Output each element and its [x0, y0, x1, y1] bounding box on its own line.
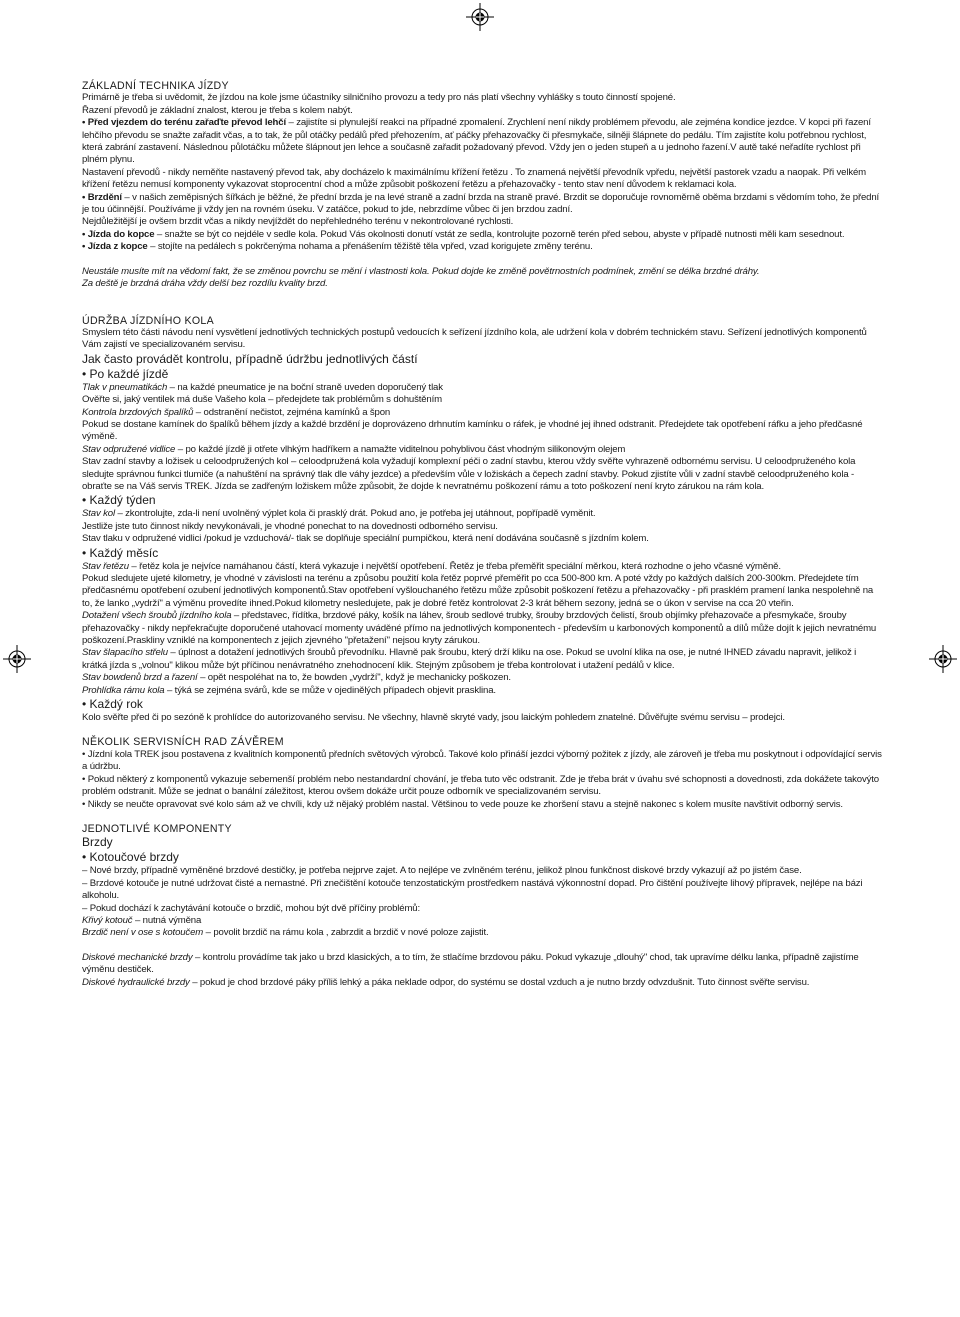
paragraph	[82, 977, 882, 989]
term-text: – nutná výměna	[132, 914, 202, 926]
term-text: – povolit brzdič na rámu kola , zabrzdit a brzdič v nové poloze zajistit.	[203, 927, 489, 939]
bullet-lead: • Před vjezdem do terénu zařaďte převod lehčí	[82, 117, 286, 129]
paragraph	[82, 685, 882, 697]
bullet-lead: • Jízda do kopce	[82, 228, 155, 240]
italic-term: Stav odpružené vidlice	[82, 443, 176, 455]
paragraph	[82, 672, 882, 684]
italic-term: Tlak v pneumatikách	[82, 381, 168, 393]
paragraph	[82, 610, 882, 647]
bullet-item: • Jízdní kola TREK jsou postavena z kvalitních komponentů předních světových výrobců. Takové kolo přináší jezdci výborný požitek z jízdy, ale zároveň je třeba mu poskytnout i odpovídající servis a údržbu.	[82, 748, 882, 773]
crop-mark-top-icon	[466, 3, 494, 31]
subheading-disc-brakes: • Kotoučové brzdy	[82, 850, 179, 865]
section-title-maintenance: ÚDRŽBA JÍZDNÍHO KOLA	[82, 314, 214, 327]
italic-term: Stav kol	[82, 508, 115, 520]
crop-mark-left-icon	[3, 645, 31, 673]
italic-term: Diskové hydraulické brzdy	[82, 976, 190, 988]
italic-text: Za deště je brzdná dráha vždy delší bez rozdílu kvality brzd.	[82, 278, 328, 290]
italic-term: Stav řetězu	[82, 560, 129, 572]
italic-term: Prohlídka rámu kola	[82, 684, 165, 696]
italic-term: Brzdič není v ose s kotoučem	[82, 927, 204, 939]
paragraph: Pokud se dostane kamínek do špalíků během jízdy a každé brzdění je doprovázeno drhnutím kamínku o ráfek, je vhodné jej ihned odstranit. Předejdete tak opotřebení ráfku a jeho předčasné výměně.	[82, 418, 863, 443]
term-text: – po každé jízdě ji otřete vlhkým hadříkem a namažte viditelnou pohyblivou část vhodným silikonovým olejem	[175, 443, 626, 455]
paragraph: Pokud sledujete ujeté kilometry, je vhodné v závislosti na terénu a způsobu použití kola řetěz poprvé přeměřit po cca 500-800 km. A poté vždy po každých dalších 200-300km. Předejdete tím předčasnému opotřebení ozubení jednotlivých komponentů.Stav opotřebení vyšlouchaného řetězu může způsobit poškození řetězu a přehazovačky - při prasklém pramení lanka nespolehně na to, že lanko „vydrží" a výměnu provedíte ihned.Pokud kilometry nesledujete, pak je dobré řetěz kontrolovat 2-3 krát během sezony, jedná se o úkon v servise na cca 20 vteřin.	[82, 573, 874, 609]
subheading: Jak často provádět kontrolu, případně údržbu jednotlivých částí	[82, 351, 418, 366]
paragraph: Smyslem této části návodu není vysvětlení jednotlivých technických postupů vedoucích k seřízení jízdního kola, ale udržení kola v dobrém technickém stavu. Seřízení jednotlivých komponentů Vám zajistí ve specializovaném servisu.	[82, 326, 867, 351]
italic-term: Diskové mechanické brzdy	[82, 951, 193, 963]
bullet-lead: • Brzdění	[82, 191, 122, 203]
term-text: – opět nespoléhat na to, že bowden „vydrží", když je mechanicky poškozen.	[197, 672, 511, 684]
term-text: – zkontrolujte, zda-li není uvolněný výplet kola či prasklý drát. Pokud ano, je potřeba jej utáhnout, popřípadě vyměnit.	[114, 508, 596, 520]
paragraph: – Brzdové kotouče je nutné udržovat čisté a nemastné. Při znečištění kotouče tenzostatickým prostředkem nastává výkonnostní dopad. Pro čištění používejte lihový přípravek, nejlépe na bázi alkoholu.	[82, 877, 863, 902]
paragraph: – Pokud dochází k zachytávání kotouče o brzdič, mohou být dvě příčiny problémů:	[82, 902, 420, 914]
term-text: – týká se zejména svárů, kde se může v ojedinělých případech objevit prasklina.	[164, 684, 496, 696]
subheading-every-ride: • Po každé jízdě	[82, 366, 169, 381]
section-title-service-tips: NĚKOLIK SERVISNÍCH RAD ZÁVĚREM	[82, 736, 284, 749]
bullet-text: – v našich zeměpisných šířkách je běžné, že přední brzda je na levé straně a zadní brzda na straně pravé. Brzdit se doporučuje rovnoměrně oběma brzdami s vědomím toho, že přední je tou účinnější. Používáme ji vždy jen na rovném úseku. V zatáčce, pokud to jde, nebrzdíme vůbec či jen brzdou zadní.	[82, 191, 880, 216]
italic-term: Stav šlapacího střelu	[82, 647, 168, 659]
paragraph	[82, 508, 882, 520]
italic-text: Neustále musíte mít na vědomí fakt, že se změnou povrchu se mění i vlastnosti kola. Pokud dojde ke změně povětrnostních podmínek, změní se délka brzdné dráhy.	[82, 265, 760, 277]
italic-note	[82, 266, 882, 278]
term-text: – pokud je chod brzdové páky příliš lehký a páka neklade odpor, do systému se dostal vzduch a je nutno brzdy odvzdušnit. Tuto činnost svěřte servisu.	[189, 976, 810, 988]
bullet-text: – stojíte na pedálech s pokrčenýma nohama a přenášením těžiště těla vpřed, vzad korigujete změny terénu.	[147, 241, 593, 253]
paragraph	[82, 647, 882, 672]
bullet-item	[82, 192, 882, 217]
bullet-item	[82, 229, 882, 241]
paragraph	[82, 952, 882, 977]
bullet-item	[82, 117, 882, 167]
paragraph	[82, 915, 882, 927]
bullet-text: – zajistíte si plynulejší reakci na případné zpomalení. Zrychlení není nikdy problémem převodu, ale zejména kondice jezdce. V kopci při řazení lehčího převodu se snažte zařadit včas, a to tak, že půl otáčky pedálů před přehozením, ať páčky přehazovačky či přesmykače, silněji šlápnete do pedálu. Tím zajistíte kolu potřebnou rychlost, která zabrání zastavení. Následnou půlotáčku můžete šlápnout jen lehce a současně zařadit požadovaný převod. Vždy jen o jeden stupeň a u jednoho řazení.V autě také neřadíte rychlost při plném plynu.	[82, 117, 871, 166]
paragraph	[82, 444, 882, 456]
italic-note	[82, 278, 882, 290]
paragraph: Nejdůležitější je ovšem brzdit včas a nikdy nevjíždět do nepřehledného terénu v nekontrolované rychlosti.	[82, 216, 514, 228]
paragraph: Primárně je třeba si uvědomit, že jízdou na kole jsme účastníky silničního provozu a tedy pro nás platí všechny vyhlášky s touto činností spojené.	[82, 92, 676, 104]
paragraph: Stav tlaku v odpružené vidlici /pokud je vzduchová/- tlak se doplňuje speciální pumpičkou, která není dodávána současně s jízdním kolem.	[82, 533, 649, 545]
paragraph: Jestliže jste tuto činnost nikdy nevykonávali, je vhodné ponechat to na dovednosti odborného servisu.	[82, 520, 498, 532]
italic-term: Křivý kotouč	[82, 914, 133, 926]
italic-term: Stav bowdenů brzd a řazení	[82, 672, 198, 684]
section-title-riding-technique: ZÁKLADNÍ TECHNIKA JÍZDY	[82, 80, 229, 92]
paragraph	[82, 407, 882, 419]
paragraph: Nastavení převodů - nikdy neměňte nastavený převod tak, aby docházelo k maximálnímu křížení řetězu . To znamená největší převodník vpředu, největší pastorek vzadu a naopak. Při velkém křížení řetězu nemusí komponenty vykazovat stoprocentní chod a může způsobit poškození řetězu a přehazovačky - tento stav není důvodem k reklamaci kola.	[82, 166, 867, 191]
section-title-components: JEDNOTLIVÉ KOMPONENTY	[82, 822, 232, 835]
term-text: – kontrolu provádíme tak jako u brzd klasických, a to tím, že stlačíme brzdovou páku. Pokud vykazuje „dlouhý" chod, tak upravíme délku lanka, případně zajistíme výměnu destiček.	[82, 951, 859, 976]
paragraph: Kolo svěřte před či po sezóně k prohlídce do autorizovaného servisu. Ne všechny, hlavně skryté vady, jsou laickým pohledem znatelné. Důvěřujte svému servisu – prodejci.	[82, 712, 785, 724]
term-text: – řetěz kola je nejvíce namáhanou částí, která vykazuje i největší opotřebení. Řetěz je třeba přeměřit speciální měrkou, která rozhodne o jeho včasné výměně.	[128, 560, 781, 572]
paragraph: – Nové brzdy, případně vyměněné brzdové destičky, je potřeba nejprve zajet. A to nejlépe ve zvlněném terénu, jelikož plnou funkčnost diskové brzdy vykazují až po jistém čase.	[82, 865, 802, 877]
subheading-brakes: Brzdy	[82, 835, 113, 850]
paragraph: Řazení převodů je základní znalost, kterou je třeba s kolem nabýt.	[82, 104, 353, 116]
subheading-every-year: • Každý rok	[82, 697, 143, 712]
paragraph: Ověřte si, jaký ventilek má duše Vašeho kola – předejdete tak problémům s dohuštěním	[82, 394, 442, 406]
term-text: – úplnost a dotažení jednotlivých šroubů převodníku. Hlavně pak šroubu, který drží kliku na ose. Pokud se uvolní klika na ose, je nutné IHNED závadu napravit, jelikož i krátká jízda s „volnou" klikou může být příčinou nenávratného znehodnocení klik. Stejným způsobem je třeba kontrolovat i utažení pedálů v klice.	[82, 647, 857, 671]
bullet-item: • Pokud některý z komponentů vykazuje sebemenší problém nebo nestandardní chování, je třeba tuto věc odstranit. Zde je třeba brát v úvahu své schopnosti a dovednosti, zda dokážete takovýto problém odstranit. Může se jednat o banální záležitost, kterou ovšem dokáže určit pouze odborník ve specializovaném servisu.	[82, 773, 879, 798]
bullet-item	[82, 241, 882, 253]
paragraph	[82, 927, 882, 939]
subheading-every-week: • Každý týden	[82, 493, 156, 508]
term-text: – představec, řídítka, brzdové páky, košík na láhev, šroub sedlové trubky, šrouby brzdových čelistí, šroub objímky přehazovače a přesmykače, šrouby přehazovačky - nikdy nepřekračujte doporučené utahovací momenty uváděné přímo na jednotlivých komponentech - především u karbonových komponentů a dílů může dojít k jejich nevratnému poškození.Praskliny vzniklé na komponentech z jejich zjevného "přetažení" nejsou kryty zárukou.	[82, 610, 877, 647]
term-text: – odstranění nečistot, zejména kamínků a špon	[193, 406, 391, 418]
paragraph	[82, 382, 882, 394]
bullet-item: • Nikdy se neučte opravovat své kolo sám až ve chvíli, kdy už nějaký problém nastal. Většinou to vede pouze ke zhoršení stavu a stejně nakonec s kolem musíte navštívit odborný servis.	[82, 798, 843, 810]
paragraph	[82, 561, 882, 573]
paragraph: Stav zadní stavby a ložisek u celoodpružených kol – celoodpružená kola vyžadují komplexní péči o zadní stavbu, kterou vždy svěřte vyhrazeně odbornému servisu. U celoodpruženého kola sledujte správnou funkci tlumiče (a nahuštění na správný tlak dle váhy jezdce) a především vůle v ložiskách a čepech zadní stavby. Pokud zjistíte vůli v zadní stavbě celoodpruženého kola - obraťte se na Váš servis TREK. Jízda se zadřeným ložiskem může způsobit, že dojde k nevratnému poškození rámu a toto poškození není kryto zárukou na rám kola.	[82, 456, 856, 492]
term-text: – na každé pneumatice je na boční straně uveden doporučený tlak	[167, 381, 443, 393]
bullet-text: – snažte se být co nejdéle v sedle kola. Pokud Vás okolnosti donutí vstát ze sedla, kontrolujte pozorně terén před sebou, abyste v případě nutnosti měli kam sesednout.	[154, 228, 845, 240]
italic-term: Kontrola brzdových špalíků	[82, 406, 194, 418]
crop-mark-right-icon	[929, 645, 957, 673]
bullet-lead: • Jízda z kopce	[82, 241, 148, 253]
subheading-every-month: • Každý měsíc	[82, 545, 159, 560]
document-body	[82, 80, 882, 989]
italic-term: Dotažení všech šroubů jízdního kola	[82, 610, 232, 622]
